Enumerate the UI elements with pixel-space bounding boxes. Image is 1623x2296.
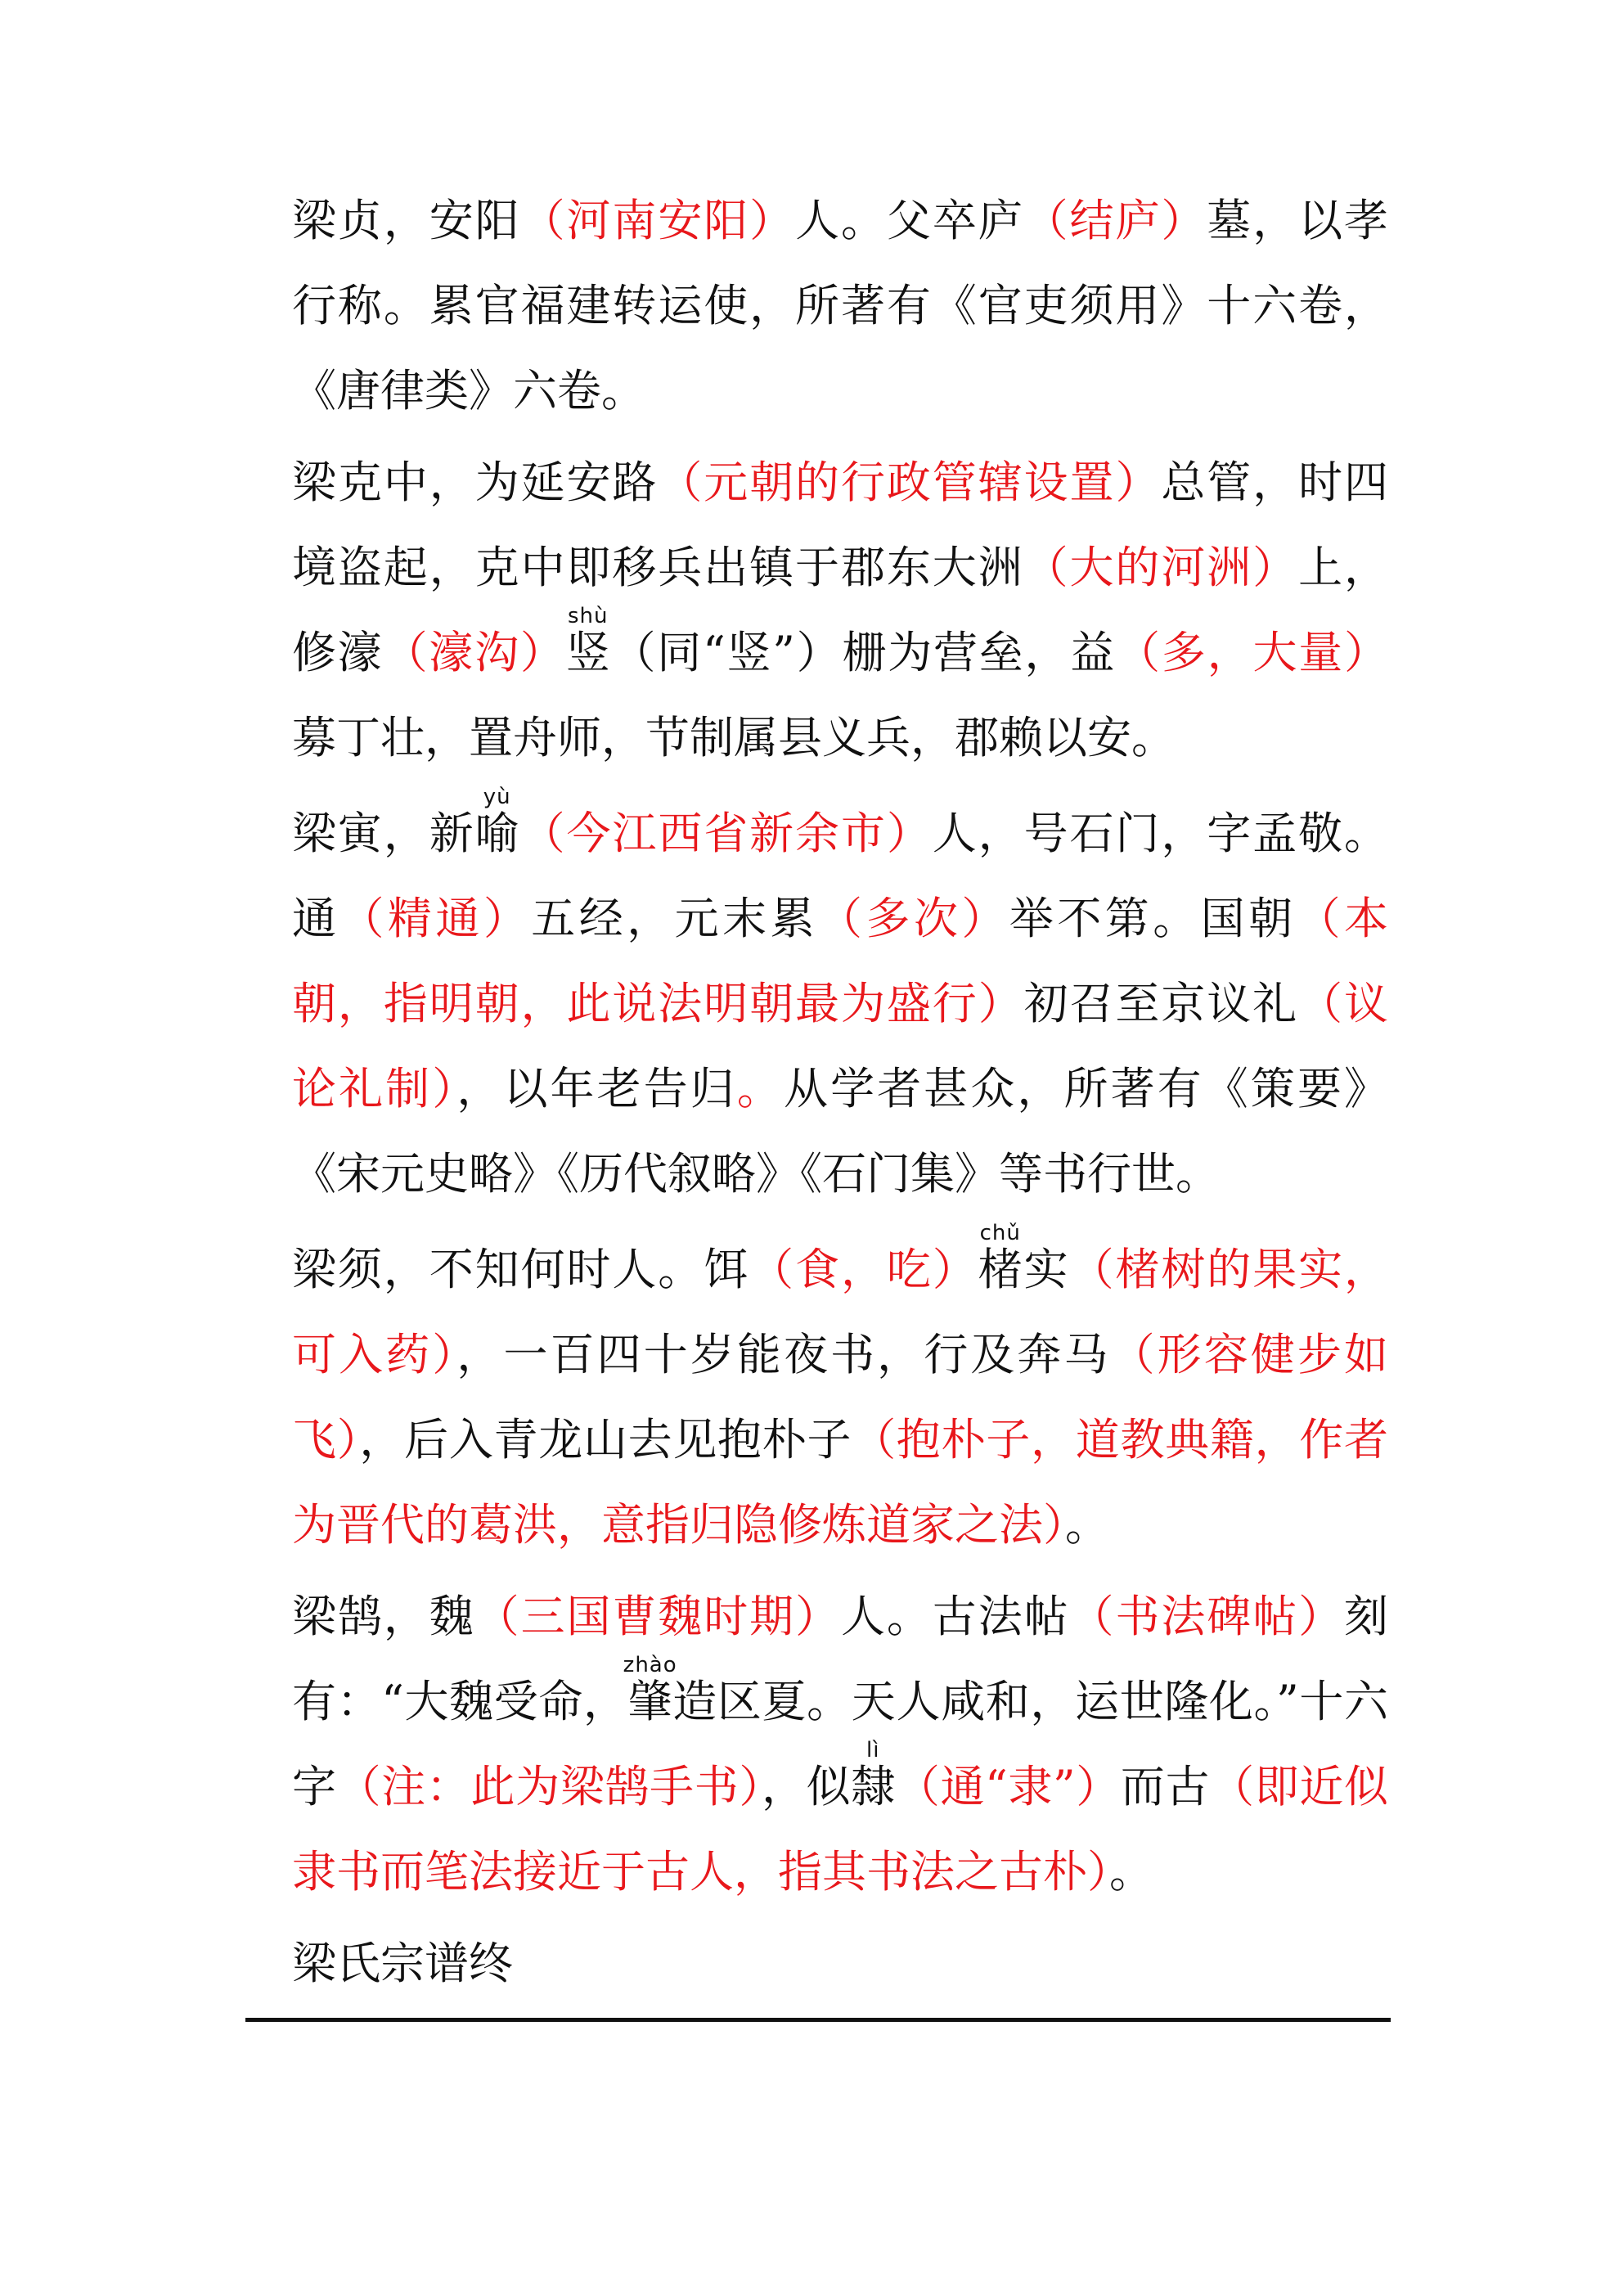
explanatory-note: （楮树的果实，可入药）: [292, 1244, 1389, 1380]
text-segment: 梁鹄，魏: [292, 1591, 475, 1642]
text-segment: 举不第。国朝: [1009, 893, 1297, 944]
explanatory-note: （河南安阳）: [520, 195, 796, 246]
text-segment: ，以年老告归: [456, 1063, 737, 1114]
text-segment: 人。父卒庐: [795, 195, 1024, 246]
explanatory-note: 。: [736, 1063, 784, 1114]
text-segment: 五经，元末累: [531, 893, 819, 944]
explanatory-note: （多次）: [818, 893, 1009, 944]
annotated-character: [474, 785, 521, 859]
explanatory-note: （濠沟）: [383, 627, 566, 678]
explanatory-note: （元朝的行政管辖设置）: [658, 457, 1162, 508]
explanatory-note: （通“隶”）: [895, 1761, 1121, 1812]
explanatory-note: （三国曹魏时期）: [474, 1591, 841, 1642]
entry-liang-zhen: [292, 178, 1388, 434]
explanatory-note: （书法碑帖）: [1069, 1591, 1345, 1642]
pinyin-annotation: shù: [565, 604, 610, 628]
text-segment: 从学者甚众，所著有《策要》《宋元史略》《历代叙略》《石门集》等书行世。: [292, 1063, 1389, 1200]
annotated-character: [851, 1738, 896, 1812]
pinyin-annotation: yù: [474, 785, 519, 809]
explanatory-note: （精通）: [339, 893, 532, 944]
annotated-character: [623, 1653, 677, 1727]
text-segment: 初召至京议礼: [1023, 978, 1299, 1029]
pinyin-annotation: chǔ: [978, 1221, 1023, 1245]
explanatory-note: （形容健步如飞）: [292, 1329, 1389, 1465]
entry-liang-xu: [292, 1223, 1388, 1568]
explanatory-note: （即近似隶书而笔法接近于古人，指其书法之古朴）: [292, 1761, 1389, 1898]
text-segment: 梁克中，为延安路: [292, 457, 659, 508]
explanatory-note: （大的河洲）: [1023, 542, 1299, 593]
explanatory-note: （结庐）: [1023, 195, 1207, 246]
annotated-character-text: 隸: [851, 1761, 896, 1812]
annotated-character: [978, 1221, 1024, 1295]
text-segment: 人。古法帖: [840, 1591, 1070, 1642]
text-segment: ，一百四十岁能夜书，行及奔马: [456, 1329, 1111, 1380]
explanatory-note: （今江西省新余市）: [520, 808, 933, 859]
explanatory-note: （食，吃）: [749, 1244, 978, 1295]
text-segment: 实: [1023, 1244, 1070, 1295]
text-segment: ，似: [761, 1761, 852, 1812]
text-segment: 人，号石门，字孟敬。通: [292, 808, 1389, 944]
text-segment: （同“竖”）栅为营垒，益: [611, 627, 1117, 678]
entry-liang-yin: [292, 787, 1388, 1217]
annotated-character-text: 喻: [474, 808, 521, 859]
text-segment: 墓，以孝行称。累官福建转运使，所著有《官吏须用》十六卷，《唐律类》六卷。: [292, 195, 1389, 416]
closing-line: [292, 1921, 1388, 2006]
text-segment: 上，修濠: [292, 542, 1389, 678]
end-divider: [245, 2018, 1391, 2022]
text-segment: 梁氏宗谱终: [292, 1938, 513, 1989]
text-segment: ，后入青龙山去见抱朴子: [359, 1414, 852, 1465]
text-segment: 梁贞，安阳: [292, 195, 521, 246]
pinyin-annotation: zhào: [623, 1653, 677, 1677]
text-segment: 梁寅，新: [292, 808, 475, 859]
text-segment: 募丁壮，置舟师，节制属县义兵，郡赖以安。: [292, 712, 1176, 763]
text-segment: 梁须，不知何时人。饵: [292, 1244, 750, 1295]
text-segment: 总管，时四境盗起，克中即移兵出镇于郡东大洲: [292, 457, 1389, 593]
annotated-character-text: 楮: [978, 1244, 1024, 1295]
explanatory-note: （注：此为梁鹄手书）: [336, 1761, 762, 1812]
text-segment: 刻有：“大魏受命，: [292, 1591, 1389, 1727]
pinyin-annotation: lì: [851, 1738, 896, 1763]
entry-liang-hu: [292, 1574, 1388, 1915]
document-body: [292, 178, 1388, 2006]
text-segment: 。: [1109, 1846, 1153, 1898]
explanatory-note: （抱朴子，道教典籍，作者为晋代的葛洪，意指归隐修炼道家之法）: [292, 1414, 1389, 1551]
text-segment: 造区夏。天人咸和，运世隆化。”十六字: [292, 1676, 1388, 1812]
annotated-character: [565, 604, 612, 678]
explanatory-note: （议论礼制）: [292, 978, 1389, 1114]
entry-liang-kezhong: [292, 440, 1388, 781]
explanatory-note: （多，大量）: [1116, 627, 1389, 678]
annotated-character-text: 竖: [565, 627, 612, 678]
annotated-character-text: 肇: [623, 1676, 677, 1727]
text-segment: 而古: [1120, 1761, 1211, 1812]
explanatory-note: （本朝，指明朝，此说法明朝最为盛行）: [292, 893, 1389, 1029]
text-segment: 。: [1065, 1499, 1109, 1551]
